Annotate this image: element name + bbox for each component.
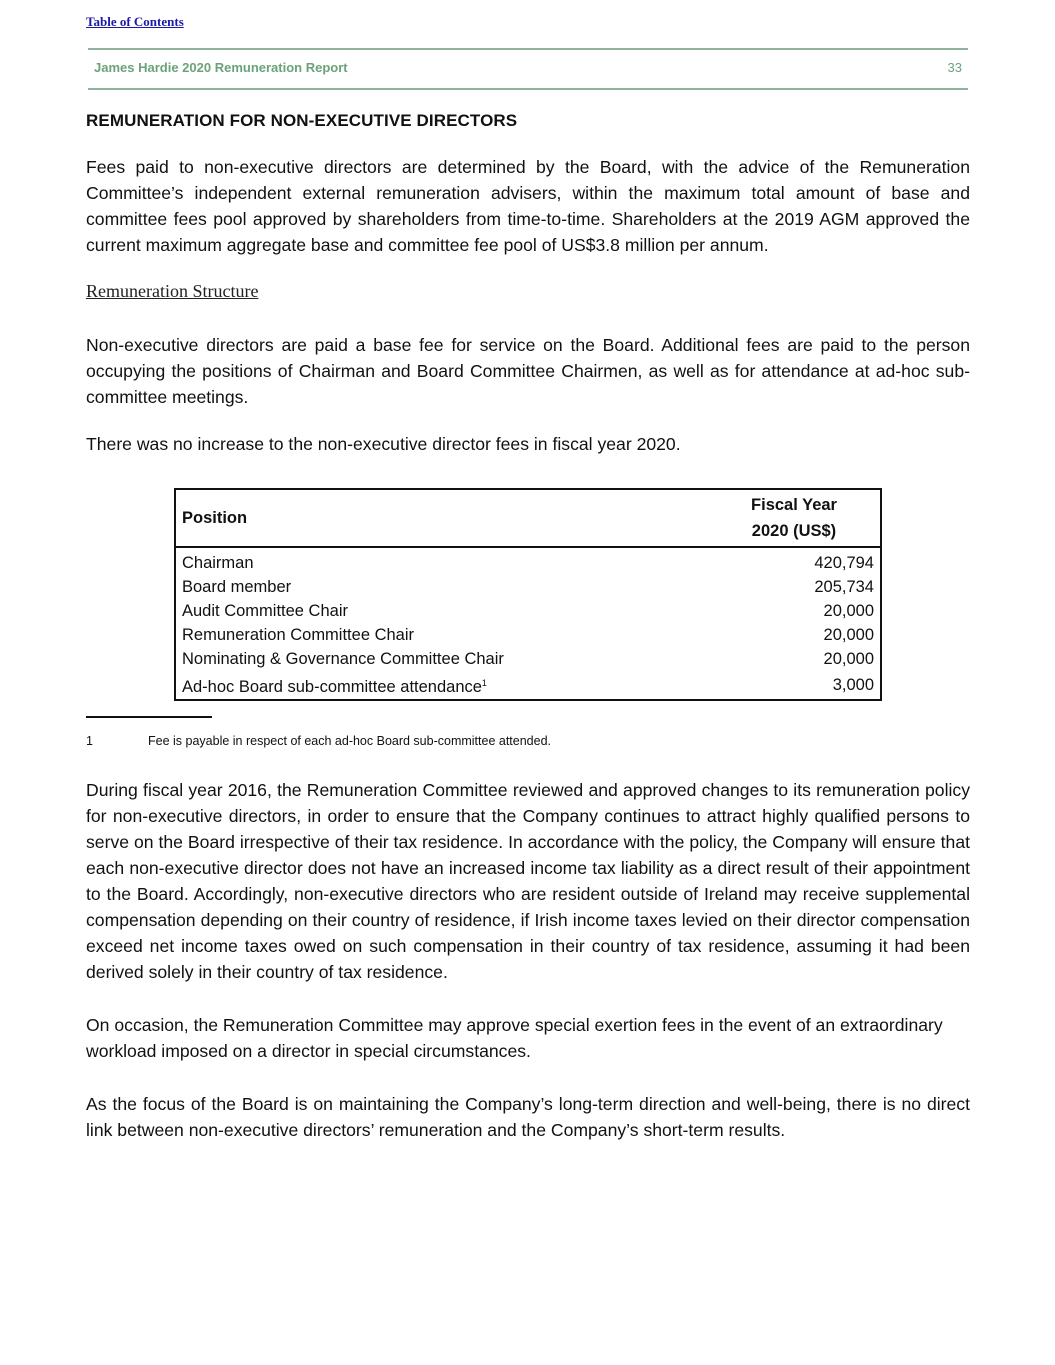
column-header-fiscal-year: Fiscal Year 2020 (US$) (708, 489, 881, 547)
footnote-reference: 1 (481, 678, 487, 688)
structure-paragraph: Non-executive directors are paid a base fee for service on the Board. Additional fees are paid to the person occupying the positions of Chairman and Board Committee Chairmen, as well as for attendance at ad-hoc sub-committee meetings. (86, 335, 970, 407)
value-cell: 20,000 (823, 626, 874, 644)
value-cell: 3,000 (832, 676, 874, 694)
subheading-remuneration-structure: Remuneration Structure (86, 281, 259, 301)
table-row (175, 575, 881, 599)
position-cell: Audit Committee Chair (182, 602, 348, 620)
footnote-divider (86, 716, 212, 718)
position-cell: Remuneration Committee Chair (182, 626, 415, 644)
table-row (175, 671, 881, 700)
value-cell: 420,794 (814, 554, 874, 572)
table-row (175, 599, 881, 623)
value-cell: 20,000 (823, 650, 874, 668)
position-cell: Board member (182, 578, 292, 596)
fees-table (174, 488, 882, 701)
table-of-contents-link[interactable]: Table of Contents (86, 14, 184, 29)
report-title: James Hardie 2020 Remuneration Report (94, 60, 348, 75)
table-row (175, 547, 881, 575)
value-cell: 205,734 (814, 578, 874, 596)
value-cell: 20,000 (823, 602, 874, 620)
footnote-text: Fee is payable in respect of each ad-hoc Board sub-committee attended. (148, 734, 552, 748)
position-cell: Nominating & Governance Committee Chair (182, 650, 504, 668)
section-title: REMUNERATION FOR NON-EXECUTIVE DIRECTORS (86, 111, 518, 130)
table-row (175, 647, 881, 671)
column-header-position: Position (175, 489, 708, 547)
page-number: 33 (947, 60, 962, 75)
no-increase-paragraph: There was no increase to the non-executive director fees in fiscal year 2020. (86, 434, 681, 454)
table-header-row (175, 489, 881, 547)
position-cell: Chairman (182, 554, 254, 572)
policy-paragraph: During fiscal year 2016, the Remuneration Committee reviewed and approved changes to its remuneration policy for non-executive directors, in order to ensure that the Company continues to attract highly qualified persons to serve on the Board irrespective of their tax residence. In accordance with the policy, the Company will ensure that each non-executive director does not have an increased income tax liability as a direct result of their appointment to the Board. Accordingly, non-executive directors who are resident outside of Ireland may receive supplemental compensation depending on their country of residence, if Irish income taxes levied on their director compensation exceed net income taxes owed on such compensation in their country of tax residence, assuming it had been derived solely in their country of tax residence. (86, 780, 970, 982)
focus-paragraph: As the focus of the Board is on maintaining the Company’s long-term direction and well-being, there is no direct link between non-executive directors’ remuneration and the Company’s short-term results. (86, 1094, 970, 1140)
exertion-paragraph: On occasion, the Remuneration Committee may approve special exertion fees in the event of an extraordinary workload imposed on a director in special circumstances. (86, 1015, 943, 1061)
page-header (88, 48, 968, 90)
position-cell: Ad-hoc Board sub-committee attendance$^1$ (182, 678, 487, 696)
footnote (86, 734, 551, 748)
footnote-number: 1 (86, 734, 93, 748)
intro-paragraph: Fees paid to non-executive directors are determined by the Board, with the advice of the Remuneration Committee’s independent external remuneration advisers, within the maximum total amount of base and committee fees pool approved by shareholders from time-to-time. Shareholders at the 2019 AGM approved the current maximum aggregate base and committee fee pool of US$3.8 million per annum. (86, 157, 970, 255)
table-row (175, 623, 881, 647)
